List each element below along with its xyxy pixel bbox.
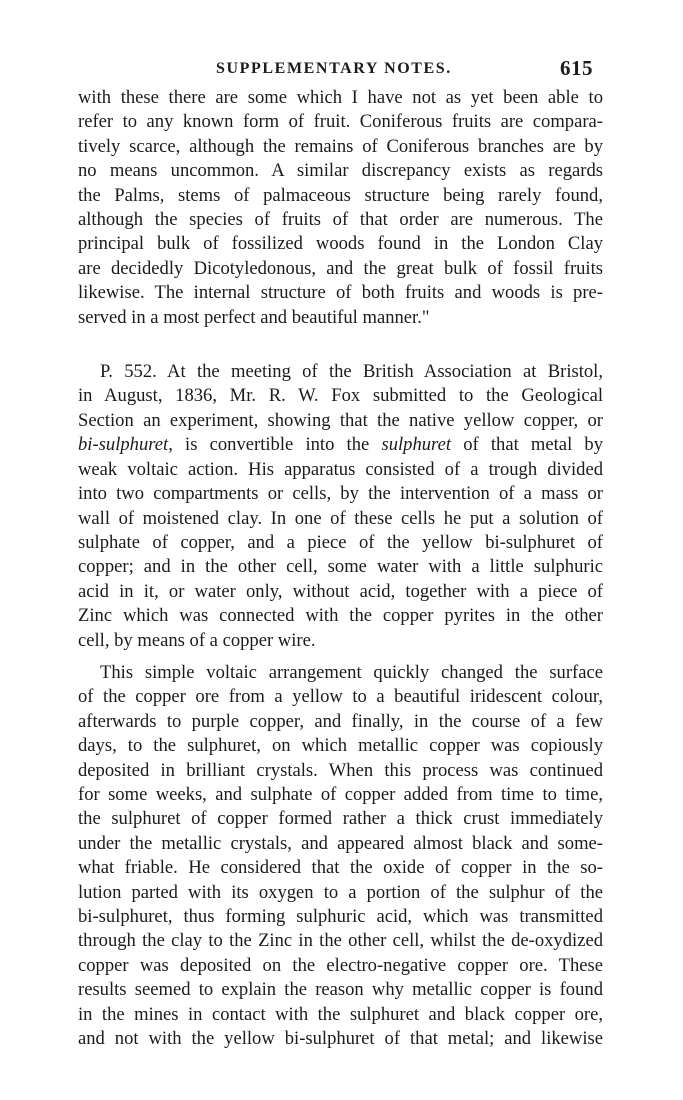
text-line: in August, 1836, Mr. R. W. Fox submitted to the Geological [78,385,603,407]
text-line-with-italics [78,433,603,457]
text-line: This simple voltaic arrangement quickly changed the surface [100,661,603,683]
body-text [78,86,603,1051]
text-line: weak voltaic action. His apparatus consisted of a trough divided [78,458,603,480]
text-line: in the mines in contact with the sulphuret and black copper ore, [78,1003,603,1025]
text-line: what friable. He considered that the oxide of copper in the so- [78,857,603,879]
text-line: results seemed to explain the reason why metallic copper is found [78,979,603,1001]
text-line: bi-sulphuret, thus forming sulphuric acid, which was transmitted [78,906,603,927]
text-line: sulphate of copper, and a piece of the yellow bi-sulphuret of [78,531,603,553]
text-line: days, to the sulphuret, on which metallic copper was copiously [78,735,603,757]
text-fragment: of that metal by [451,434,604,456]
text-line: for some weeks, and sulphate of copper added from time to time, [78,783,603,805]
italic-term-bi-sulphuret: bi-sulphuret, [78,434,173,456]
text-line: Zinc which was connected with the copper pyrites in the other [78,605,603,627]
running-title: SUPPLEMENTARY NOTES. [216,60,452,77]
text-line: and not with the yellow bi-sulphuret of that metal; and likewise [78,1028,603,1050]
text-line: wall of moistened clay. In one of these cells he put a solution of [78,507,603,529]
text-line: acid in it, or water only, without acid, together with a piece of [78,580,603,602]
text-line: served in a most perfect and beautiful manner." [78,306,430,328]
text-line: lution parted with its oxygen to a portion of the sulphur of the [78,881,603,903]
text-line: Section an experiment, showing that the native yellow copper, or [78,409,603,431]
text-line: P. 552. At the meeting of the British Association at Bristol, [100,361,603,383]
text-line: deposited in brilliant crystals. When this process was continued [78,759,603,781]
page-number: 615 [560,56,593,80]
text-line: copper; and in the other cell, some water with a little sulphuric [78,556,603,578]
text-line: through the clay to the Zinc in the other cell, whilst the de-oxydized [78,930,603,952]
text-line: tively scarce, although the remains of Coniferous branches are by [78,135,603,157]
text-line: likewise. The internal structure of both fruits and woods is pre- [78,282,603,304]
text-line: under the metallic crystals, and appeared almost black and some- [78,832,603,854]
text-line: the Palms, stems of palmaceous structure being rarely found, [78,184,603,206]
paragraph-fox-experiment [78,360,603,653]
text-line: principal bulk of fossilized woods found in the London Clay [78,233,603,255]
paragraph-gap [78,330,603,360]
text-line: with these there are some which I have not as yet been able to [78,87,603,108]
paragraph-fossil-fruits [78,86,603,330]
text-line: are decidedly Dicotyledonous, and the great bulk of fossil fruits [78,257,603,279]
page-header [78,52,603,86]
text-line: no means uncommon. A similar discrepancy exists as regards [78,160,603,182]
text-line: cell, by means of a copper wire. [78,629,316,651]
text-fragment: is convertible into the [172,434,382,456]
text-line: refer to any known form of fruit. Coniferous fruits are compara- [78,111,603,133]
text-line: copper was deposited on the electro-negative copper ore. These [78,954,603,976]
text-line: although the species of fruits of that order are numerous. The [78,209,603,231]
text-line: of the copper ore from a yellow to a beautiful iridescent colour, [78,686,603,708]
italic-term-sulphuret: sulphuret [381,434,452,456]
text-line: the sulphuret of copper formed rather a thick crust immediately [78,808,603,830]
text-line: afterwards to purple copper, and finally, in the course of a few [78,710,603,732]
text-line: into two compartments or cells, by the intervention of a mass or [78,483,603,505]
paragraph-voltaic-arrangement [78,661,603,1052]
